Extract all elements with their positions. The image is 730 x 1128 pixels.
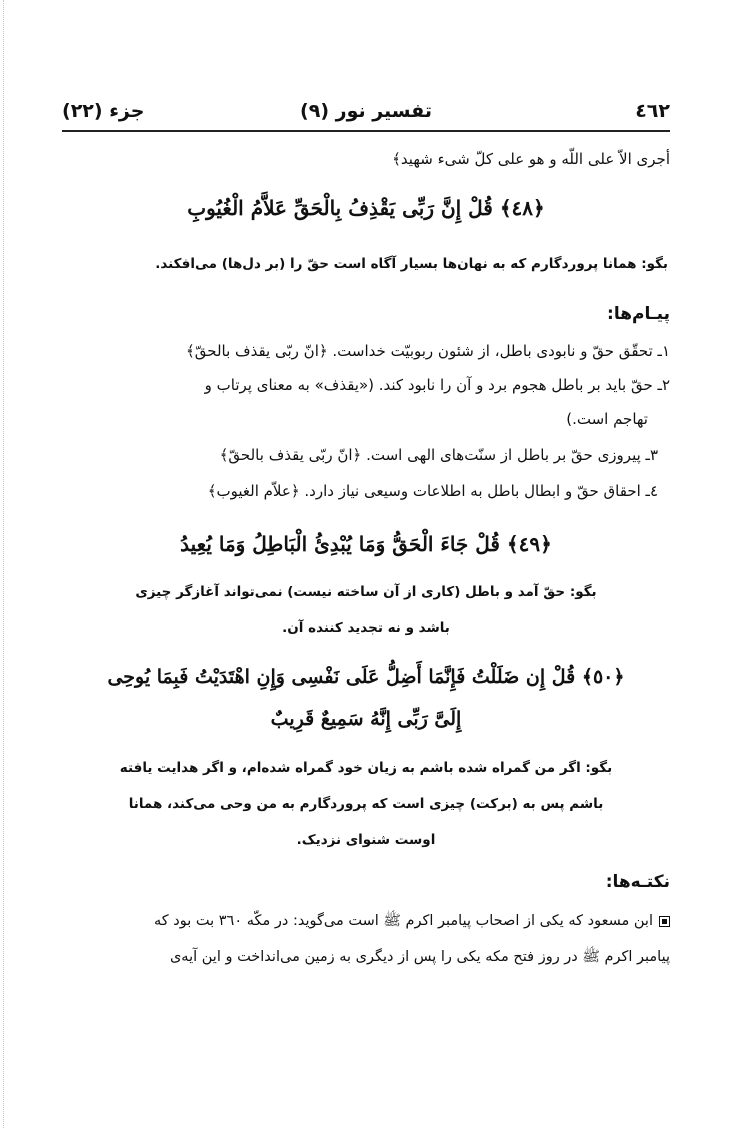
message-item-2: ٢ـ حقّ باید بر باطل هجوم برد و آن را نابود کند. («یقذف» به معنای پرتاب و [204,376,670,394]
notes-heading: نکتـه‌ها: [605,872,670,892]
message-item-2-continued: تهاجم است.) [566,410,648,428]
verse-48-arabic: ﴿٤٨﴾ قُلْ إِنَّ رَبِّی یَقْذِفُ بِالْحَقِّ عَلاَّمُ الْغُیُوبِ [187,196,545,220]
note-line-1-text: ابن مسعود که یکی از اصحاب پیامبر اکرم ﷺ است می‌گوید: در مکّه ٣٦٠ بت بود که [153,913,653,929]
page-margin-guide [3,0,4,1128]
page-number: ٤٦٢ [635,100,670,122]
note-line-1 [62,912,670,933]
intro-line: أجری الاّ علی اللّه و هو علی کلّ شیء شهید﴾ [392,150,670,168]
verse-49-arabic: ﴿٤٩﴾ قُلْ جَاءَ الْحَقُّ وَمَا یُبْدِئُ الْبَاطِلُ وَمَا یُعِیدُ [180,532,552,556]
messages-heading: پیـام‌ها: [607,304,670,324]
book-title: تفسیر نور (٩) [300,100,432,122]
verse-50-translation-line-1: بگو: اگر من گمراه شده باشم به زیان خود گمراه شده‌ام، و اگر هدایت یافته [119,760,613,776]
verse-50-translation-line-2: باشم پس به (برکت) چیزی است که پروردگارم به من وحی می‌کند، همانا [128,796,604,812]
verse-50-translation-line-3: اوست شنوای نزدیک. [296,832,436,848]
verse-50-arabic-line-2: إِلَیَّ رَبِّی إِنَّهُ سَمِیعٌ قَرِیبٌ [270,708,462,730]
note-line-2: پیامبر اکرم ﷺ در روز فتح مکه یکی را پس از دیگری به زمین می‌انداخت و این آیه‌ی [169,949,670,965]
verse-48-translation: بگو: همانا پروردگارم که به نهان‌ها بسیار آگاه است حقّ را (بر دل‌ها) می‌افکند. [155,256,668,272]
verse-49-translation-line-1: بگو: حقّ آمد و باطل (کاری از آن ساخته نیست) نمی‌تواند آغازگر چیزی [135,584,597,600]
message-item-4: ٤ـ احقاق حقّ و ابطال باطل به اطلاعات وسیعی نیاز دارد. ﴿علاّم الغیوب﴾ [207,482,658,500]
message-item-1: ١ـ تحقّق حقّ و نابودی باطل، از شئون ربوبیّت خداست. ﴿انّ ربّی یقذف بالحقّ﴾ [185,342,670,360]
page-header [62,98,670,132]
verse-49-translation-line-2: باشد و نه تجدید کننده آن. [282,620,450,636]
square-bullet-icon [659,916,670,927]
verse-50-arabic-line-1: ﴿٥٠﴾ قُلْ إِن ضَلَلْتُ فَإِنَّمَا أَضِلُّ عَلَی نَفْسِی وَإِنِ اهْتَدَیْتُ فَبِمَا یُوحِی [107,666,625,688]
part-label: جزء (٢٢) [62,100,145,122]
message-item-3: ٣ـ پیروزی حقّ بر باطل از سنّت‌های الهی است. ﴿انّ ربّی یقذف بالحقّ﴾ [219,446,658,464]
